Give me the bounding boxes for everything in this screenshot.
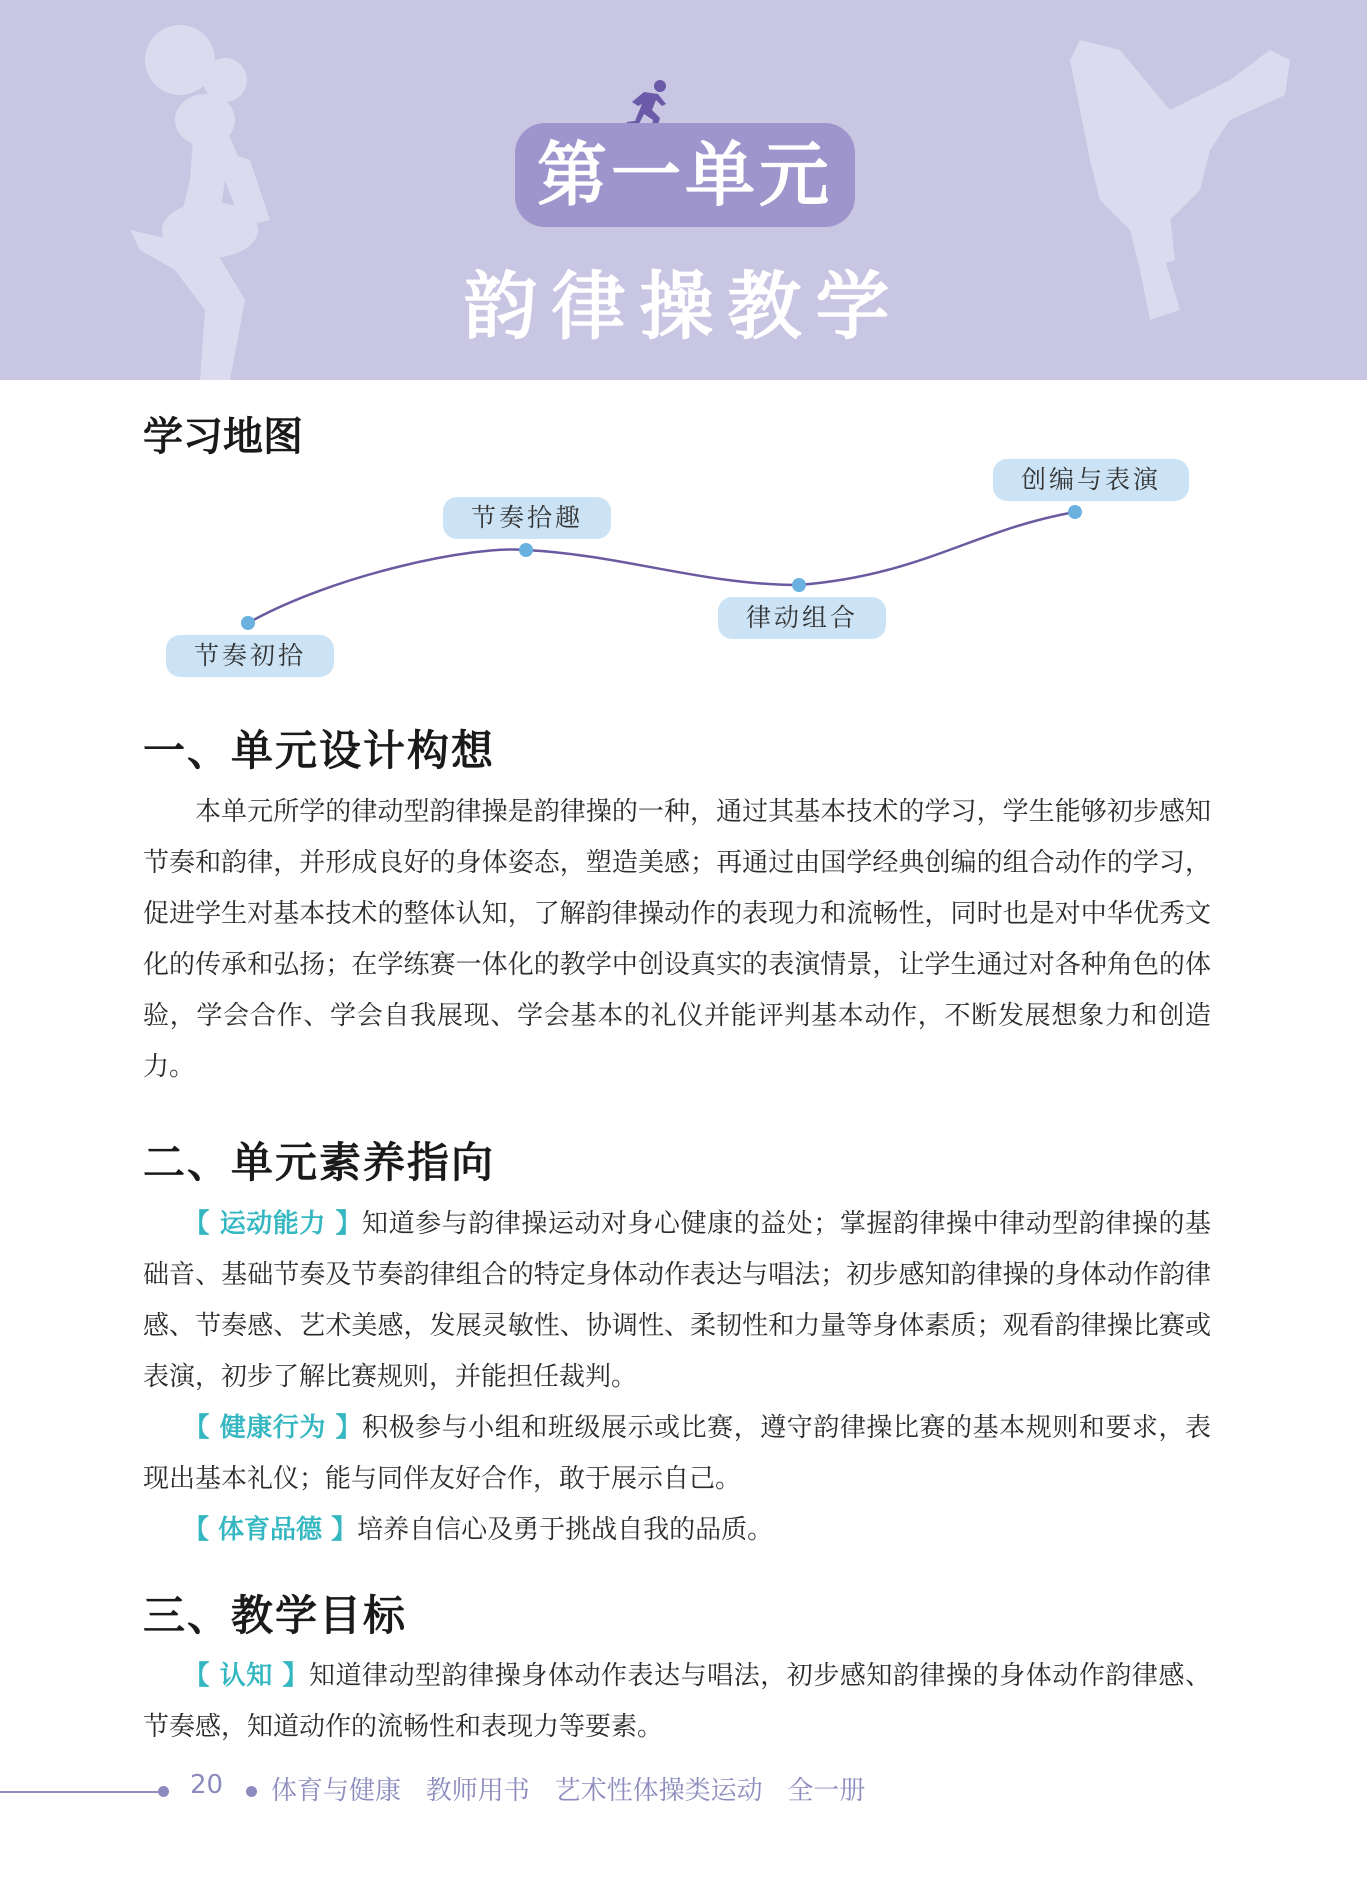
section2-item-health-behavior <box>143 1403 1211 1505</box>
section3-tag-1: 【 认知 】 <box>183 1661 309 1691</box>
section3-text-1: 知道律动型韵律操身体动作表达与唱法，初步感知韵律操的身体动作韵律感、节奏感，知道动作的流畅性和表现力等要素。 <box>143 1661 1211 1742</box>
section2-item-sports-ethics <box>143 1505 1211 1556</box>
map-node-1: 节奏初拾 <box>166 635 334 677</box>
map-point-2 <box>519 543 533 557</box>
section2-text-1: 知道参与韵律操运动对身心健康的益处；掌握韵律操中律动型韵律操的基础音、基础节奏及节奏韵律组合的特定身体动作表达与唱法；初步感知韵律操的身体动作韵律感、节奏感、艺术美感，发展灵敏性、协调性、柔韧性和力量等身体素质；观看韵律操比赛或表演，初步了解比赛规则，并能担任裁判。 <box>143 1209 1211 1392</box>
unit-banner <box>0 0 1367 380</box>
section2-tag-1: 【 运动能力 】 <box>183 1209 363 1239</box>
section3-heading: 三、教学目标 <box>143 1591 408 1640</box>
learning-map-heading: 学习地图 <box>143 413 303 460</box>
map-point-3 <box>792 578 806 592</box>
map-point-1 <box>241 616 255 630</box>
section1-body: 本单元所学的律动型韵律操是韵律操的一种，通过其基本技术的学习，学生能够初步感知节奏和韵律，并形成良好的身体姿态，塑造美感；再通过由国学经典创编的组合动作的学习，促进学生对基本技术的整体认知，了解韵律操动作的表现力和流畅性，同时也是对中华优秀文化的传承和弘扬；在学练赛一体化的教学中创设真实的表演情景，让学生通过对各种角色的体验，学会合作、学会自我展现、学会基本的礼仪并能评判基本动作，不断发展想象力和创造力。 <box>143 797 1211 1082</box>
learning-map <box>143 455 1193 685</box>
section3-item-cognition <box>143 1651 1211 1753</box>
page-footer <box>0 1770 1367 1810</box>
unit-title: 韵律操教学 <box>463 264 904 350</box>
footer-line <box>0 1791 160 1793</box>
footer-book-info: 体育与健康 教师用书 艺术性体操类运动 全一册 <box>271 1776 866 1806</box>
map-point-4 <box>1068 505 1082 519</box>
section2-text-3: 培养自信心及勇于挑战自我的品质。 <box>357 1515 774 1545</box>
section1-text <box>143 787 1211 1093</box>
map-node-4: 创编与表演 <box>993 459 1189 501</box>
unit-label: 第一单元 <box>515 123 855 227</box>
section2-item-sports-ability <box>143 1199 1211 1403</box>
map-node-2: 节奏拾趣 <box>443 497 611 539</box>
page-number: 20 <box>190 1770 224 1800</box>
section2-tag-3: 【 体育品德 】 <box>183 1515 358 1545</box>
section2-text-2: 积极参与小组和班级展示或比赛，遵守韵律操比赛的基本规则和要求，表现出基本礼仪；能与同伴友好合作，敢于展示自己。 <box>143 1413 1211 1494</box>
map-node-3: 律动组合 <box>718 597 886 639</box>
footer-dot <box>158 1786 169 1797</box>
section2-heading: 二、单元素养指向 <box>143 1138 496 1187</box>
section1-heading: 一、单元设计构想 <box>143 726 496 775</box>
footer-dot <box>246 1786 257 1797</box>
section2-tag-2: 【 健康行为 】 <box>183 1413 363 1443</box>
